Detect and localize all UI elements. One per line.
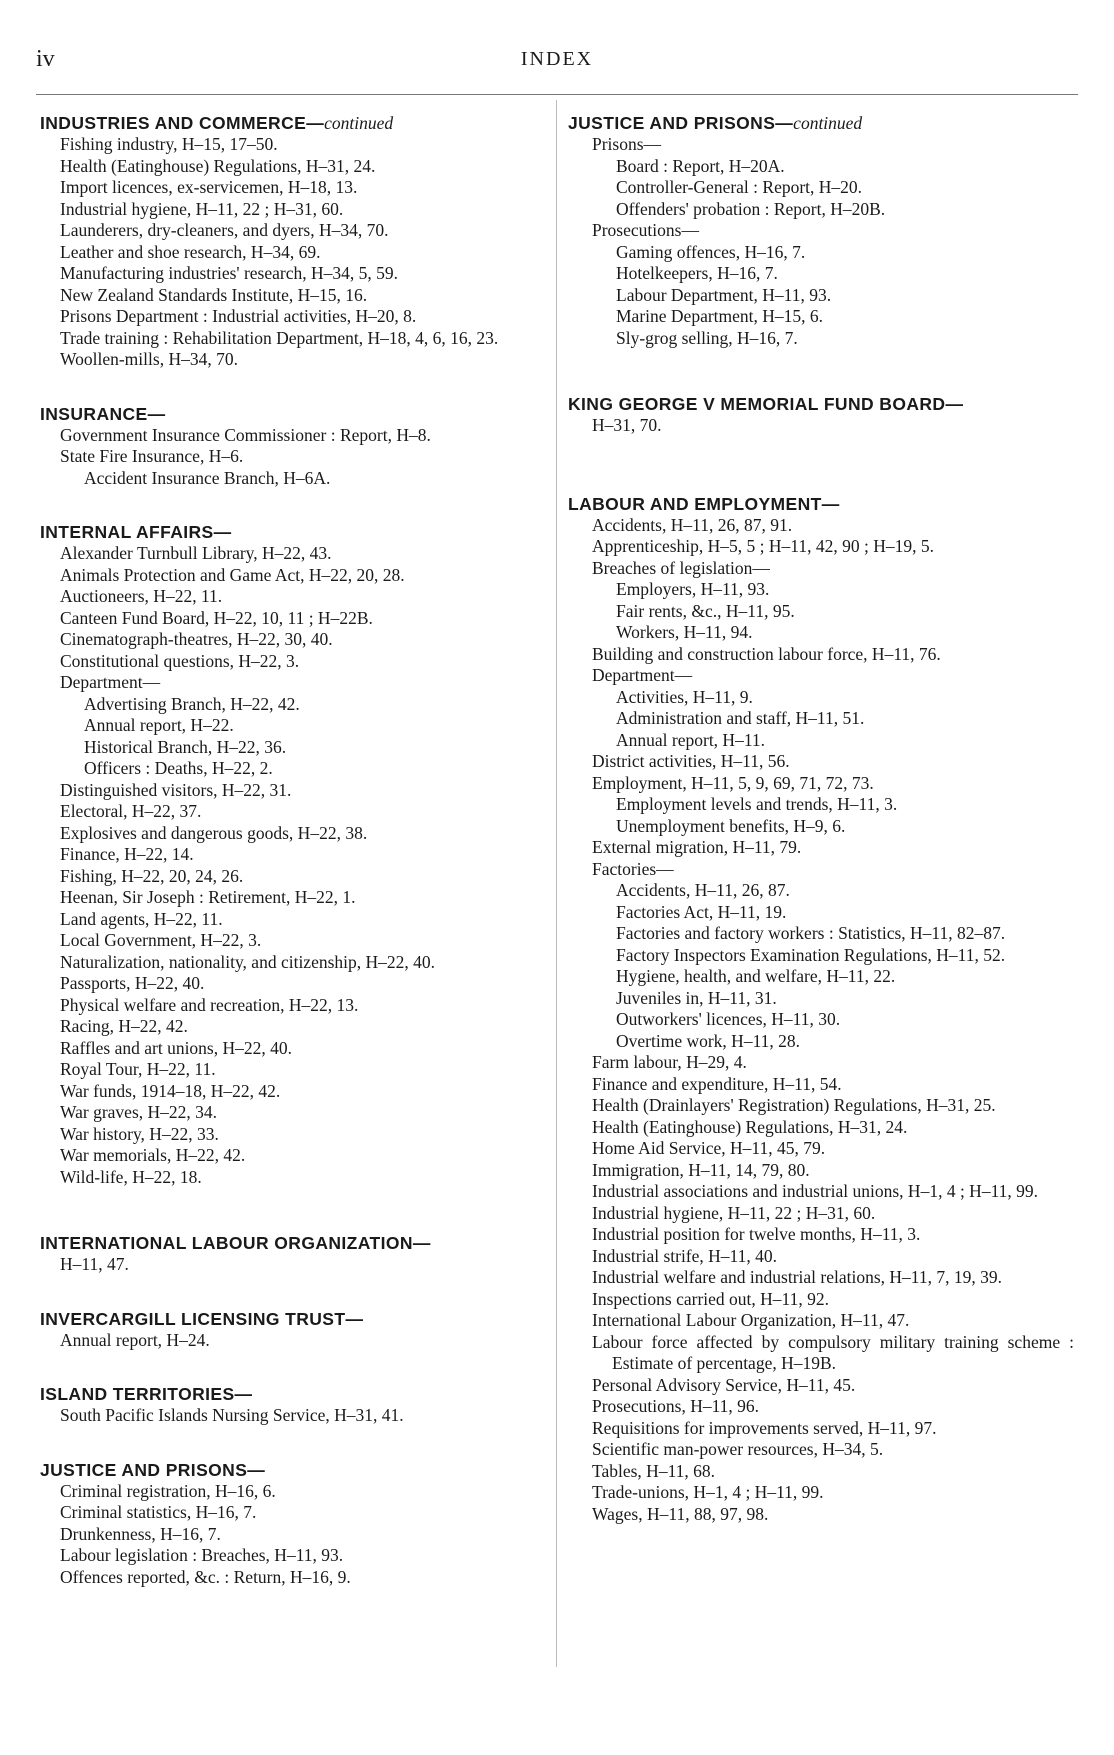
entry-list: [568, 515, 1074, 580]
index-entry: Raffles and art unions, H–22, 40.: [60, 1037, 293, 1058]
section-heading: INVERCARGILL LICENSING TRUST—: [40, 1308, 364, 1329]
index-entry: Controller-General : Report, H–20.: [616, 177, 863, 197]
index-entry: H–11, 47.: [60, 1254, 129, 1274]
index-entry: Industrial associations and industrial unions, H–1, 4 ; H–11, 99.: [592, 1181, 1039, 1201]
index-entry: Health (Drainlayers' Registration) Regulations, H–31, 25.: [592, 1095, 996, 1115]
index-entry: Labour force affected by compulsory military training scheme : Estimate of percentage, H–19B.: [592, 1331, 1074, 1373]
index-entry: Leather and shoe research, H–34, 69.: [60, 241, 321, 262]
index-entry: Industrial hygiene, H–11, 22 ; H–31, 60.: [592, 1202, 876, 1223]
sub-entry-list: [568, 579, 1074, 644]
index-entry: Auctioneers, H–22, 11.: [60, 586, 223, 606]
index-entry: Wages, H–11, 88, 97, 98.: [592, 1503, 769, 1524]
index-entry: Gaming offences, H–16, 7.: [616, 241, 806, 262]
section-invercargill: [40, 1308, 536, 1352]
index-entry: H–31, 70.: [592, 415, 662, 435]
index-entry: Hygiene, health, and welfare, H–11, 22.: [616, 966, 896, 986]
entry-list: [40, 1254, 536, 1276]
section-internal-affairs: [40, 521, 536, 1188]
index-entry: Employment, H–11, 5, 9, 69, 71, 72, 73.: [592, 772, 874, 793]
index-entry: Sly-grog selling, H–16, 7.: [616, 327, 798, 348]
index-entry: Annual report, H–22.: [84, 715, 234, 735]
index-entry: Advertising Branch, H–22, 42.: [84, 693, 300, 714]
index-entry: Accidents, H–11, 26, 87.: [616, 880, 790, 900]
index-entry: District activities, H–11, 56.: [592, 751, 790, 771]
section-island-territories: [40, 1383, 536, 1427]
index-entry: Canteen Fund Board, H–22, 10, 11 ; H–22B.: [60, 607, 373, 628]
index-entry: Department—: [60, 672, 161, 692]
index-entry: International Labour Organization, H–11, 47.: [592, 1310, 910, 1330]
index-entry: Annual report, H–11.: [616, 729, 766, 750]
index-entry: Launderers, dry-cleaners, and dyers, H–34, 70.: [60, 220, 389, 240]
index-entry: War graves, H–22, 34.: [60, 1102, 218, 1122]
index-entry: Import licences, ex-servicemen, H–18, 13.: [60, 177, 358, 197]
entry-list: [568, 644, 1074, 687]
entry-list: [40, 425, 536, 468]
index-entry: Fishing, H–22, 20, 24, 26.: [60, 865, 244, 886]
index-entry: Overtime work, H–11, 28.: [616, 1030, 801, 1051]
entry-list: [40, 780, 536, 1189]
entry-list: [568, 751, 1074, 794]
index-entry: Criminal statistics, H–16, 7.: [60, 1502, 257, 1522]
index-entry: Racing, H–22, 42.: [60, 1016, 188, 1036]
index-entry: Criminal registration, H–16, 6.: [60, 1480, 276, 1501]
page-number: iv: [36, 46, 55, 72]
index-entry: War memorials, H–22, 42.: [60, 1145, 246, 1165]
index-entry: Factory Inspectors Examination Regulations, H–11, 52.: [616, 944, 1006, 965]
index-entry: Trade-unions, H–1, 4 ; H–11, 99.: [592, 1482, 824, 1502]
index-entry: Royal Tour, H–22, 11.: [60, 1059, 216, 1079]
section-industries: [40, 112, 536, 371]
index-entry: Electoral, H–22, 37.: [60, 801, 202, 821]
index-entry: Historical Branch, H–22, 36.: [84, 736, 287, 757]
index-entry: Building and construction labour force, H–11, 76.: [592, 643, 941, 664]
index-entry: Breaches of legislation—: [592, 557, 770, 578]
entry-list: [40, 1330, 536, 1352]
index-entry: Factories and factory workers : Statistics, H–11, 82–87.: [616, 923, 1006, 943]
index-entry: Farm labour, H–29, 4.: [592, 1052, 747, 1072]
index-entry: State Fire Insurance, H–6.: [60, 446, 244, 466]
index-entry: Industrial strife, H–11, 40.: [592, 1245, 778, 1266]
left-column: [40, 112, 536, 1588]
index-entry: Offences reported, &c. : Return, H–16, 9.: [60, 1566, 351, 1587]
index-entry: War history, H–22, 33.: [60, 1123, 219, 1144]
index-entry: Animals Protection and Game Act, H–22, 20, 28.: [60, 564, 405, 585]
index-entry: Tables, H–11, 68.: [592, 1460, 716, 1481]
index-entry: Factories Act, H–11, 19.: [616, 901, 787, 922]
index-entry: Board : Report, H–20A.: [616, 155, 785, 176]
index-entry: Finance and expenditure, H–11, 54.: [592, 1073, 842, 1094]
index-entry: Department—: [592, 665, 693, 685]
index-entry: Heenan, Sir Joseph : Retirement, H–22, 1.: [60, 887, 356, 907]
index-entry: Administration and staff, H–11, 51.: [616, 708, 865, 728]
entry-list: [40, 1481, 536, 1589]
index-entry: Local Government, H–22, 3.: [60, 930, 262, 950]
index-entry: Alexander Turnbull Library, H–22, 43.: [60, 543, 332, 563]
page-header: [36, 46, 1078, 80]
index-entry: Marine Department, H–15, 6.: [616, 306, 824, 326]
section-heading: INDUSTRIES AND COMMERCE—continued: [40, 113, 394, 133]
index-entry: South Pacific Islands Nursing Service, H–31, 41.: [60, 1405, 404, 1425]
section-heading: INTERNAL AFFAIRS—: [40, 522, 232, 542]
index-entry: Prosecutions, H–11, 96.: [592, 1396, 760, 1416]
sub-entry-list: [568, 687, 1074, 752]
index-entry: Finance, H–22, 14.: [60, 844, 194, 864]
index-entry: Prisons Department : Industrial activities, H–20, 8.: [60, 306, 417, 326]
index-entry: Immigration, H–11, 14, 79, 80.: [592, 1159, 810, 1180]
section-heading: ISLAND TERRITORIES—: [40, 1384, 253, 1404]
index-entry: Industrial position for twelve months, H–11, 3.: [592, 1224, 921, 1244]
index-entry: Health (Eatinghouse) Regulations, H–31, 24.: [592, 1116, 908, 1137]
index-entry: Constitutional questions, H–22, 3.: [60, 650, 300, 671]
index-entry: War funds, 1914–18, H–22, 42.: [60, 1080, 281, 1101]
section-heading: LABOUR AND EMPLOYMENT—: [568, 493, 840, 514]
entry-list: [40, 134, 536, 371]
section-justice-prisons: [40, 1459, 536, 1589]
section-ilo: [40, 1232, 536, 1276]
index-entry: Physical welfare and recreation, H–22, 13.: [60, 994, 359, 1015]
index-entry: Trade training : Rehabilitation Department, H–18, 4, 6, 16, 23.: [60, 327, 499, 348]
entry-list: [568, 415, 1074, 437]
index-entry: Manufacturing industries' research, H–34, 5, 59.: [60, 263, 398, 283]
sub-entry-list: [40, 694, 536, 780]
index-entry: New Zealand Standards Institute, H–15, 16.: [60, 284, 368, 305]
section-insurance: [40, 403, 536, 490]
index-entry: Employers, H–11, 93.: [616, 579, 770, 599]
section-labour-employment: [568, 493, 1074, 1526]
index-entry: Requisitions for improvements served, H–11, 97.: [592, 1417, 937, 1438]
index-entry: Land agents, H–22, 11.: [60, 908, 223, 929]
index-entry: Inspections carried out, H–11, 92.: [592, 1288, 830, 1309]
right-column: [568, 112, 1074, 1525]
index-entry: Cinematograph-theatres, H–22, 30, 40.: [60, 629, 333, 649]
index-entry: External migration, H–11, 79.: [592, 837, 802, 857]
index-entry: Employment levels and trends, H–11, 3.: [616, 794, 898, 814]
index-entry: Drunkenness, H–16, 7.: [60, 1523, 221, 1544]
index-entry: Fair rents, &c., H–11, 95.: [616, 600, 795, 621]
sub-entry-list: [568, 156, 1074, 221]
index-entry: Industrial hygiene, H–11, 22 ; H–31, 60.: [60, 198, 344, 219]
section-heading: INSURANCE—: [40, 403, 166, 424]
index-entry: Distinguished visitors, H–22, 31.: [60, 779, 292, 800]
section-heading: JUSTICE AND PRISONS—: [40, 1459, 266, 1480]
index-entry: Health (Eatinghouse) Regulations, H–31, 24.: [60, 155, 376, 176]
index-entry: Government Insurance Commissioner : Report, H–8.: [60, 424, 431, 445]
index-entry: Labour Department, H–11, 93.: [616, 284, 832, 305]
index-entry: Fishing industry, H–15, 17–50.: [60, 134, 278, 154]
index-entry: Scientific man-power resources, H–34, 5.: [592, 1439, 884, 1459]
section-king-george: [568, 393, 1074, 437]
entry-list: [40, 543, 536, 694]
index-entry: Wild-life, H–22, 18.: [60, 1166, 202, 1187]
entry-list: [568, 1052, 1074, 1525]
index-entry: Apprenticeship, H–5, 5 ; H–11, 42, 90 ; H–19, 5.: [592, 536, 935, 556]
sub-entry-list: [568, 242, 1074, 350]
section-heading: KING GEORGE V MEMORIAL FUND BOARD—: [568, 394, 964, 414]
index-entry: Personal Advisory Service, H–11, 45.: [592, 1374, 856, 1395]
sub-entry-list: [568, 880, 1074, 1052]
index-entry: Juveniles in, H–11, 31.: [616, 987, 777, 1008]
section-heading: JUSTICE AND PRISONS—continued: [568, 113, 863, 133]
section-heading: INTERNATIONAL LABOUR ORGANIZATION—: [40, 1233, 431, 1253]
index-entry: Woollen-mills, H–34, 70.: [60, 349, 238, 369]
header-rule: [36, 94, 1078, 95]
entry-list: [40, 1405, 536, 1427]
sub-entry-list: [40, 468, 536, 490]
index-entry: Workers, H–11, 94.: [616, 622, 753, 642]
section-justice-prisons-continued: [568, 112, 1074, 349]
index-entry: Offenders' probation : Report, H–20B.: [616, 198, 886, 219]
index-entry: Annual report, H–24.: [60, 1329, 210, 1350]
sub-entry-list: [568, 794, 1074, 837]
entry-label: Prosecutions—: [592, 220, 699, 240]
index-entry: Unemployment benefits, H–9, 6.: [616, 815, 846, 836]
entry-list: [568, 837, 1074, 880]
index-entry: Activities, H–11, 9.: [616, 686, 753, 707]
index-entry: Factories—: [592, 858, 674, 879]
index-entry: Industrial welfare and industrial relations, H–11, 7, 19, 39.: [592, 1267, 1003, 1287]
index-entry: Passports, H–22, 40.: [60, 973, 205, 993]
index-entry: Outworkers' licences, H–11, 30.: [616, 1009, 841, 1029]
index-entry: Hotelkeepers, H–16, 7.: [616, 263, 778, 283]
index-entry: Naturalization, nationality, and citizenship, H–22, 40.: [60, 951, 436, 972]
column-divider: [556, 100, 557, 1667]
index-entry: Explosives and dangerous goods, H–22, 38.: [60, 822, 368, 843]
index-entry: Officers : Deaths, H–22, 2.: [84, 758, 273, 778]
entry-label: Prisons—: [592, 134, 662, 154]
index-entry: Home Aid Service, H–11, 45, 79.: [592, 1138, 826, 1158]
index-entry: Labour legislation : Breaches, H–11, 93.: [60, 1545, 344, 1565]
index-entry: Accidents, H–11, 26, 87, 91.: [592, 514, 793, 535]
index-entry: Accident Insurance Branch, H–6A.: [84, 467, 331, 488]
page-title: INDEX: [520, 48, 594, 70]
